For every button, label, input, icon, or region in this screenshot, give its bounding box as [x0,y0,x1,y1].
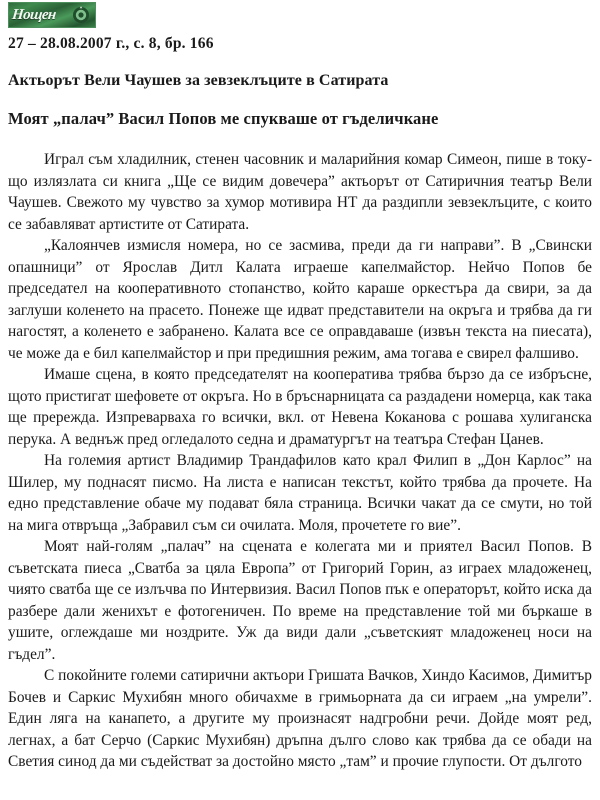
masthead [0,0,600,28]
publication-logo-text: Нощен [11,7,57,23]
publication-logo [8,2,96,28]
circular-sun-emblem-icon [72,6,90,24]
article-paragraph: На големия артист Владимир Трандафилов като крал Филип в „Дон Карлос” на Шилер, му поднасят писмо. На листа е написан текстът, който трябва да прочете. На едно представление обаче му подават бяла страница. Всички чакат да се смути, но той на мига отвръща „Забравил съм си очилата. Моля, прочетете го вие”. [8,452,592,534]
article-paragraph: Моят най-голям „палач” на сцената е колегата ми и приятел Васил Попов. В съветската пиеса „Сватба за цяла Европа” от Григорий Горин, аз играех младоженец, чиято сватба ще се излъчва по Интервизия. Васил Попов пък е операторът, който иска да разбере дали женихът е фотогеничен. По време на представление той ми бъркаше в ушите, оглеждаше ми ноздрите. Уж да види дали „съветският младоженец носи на гъдел”. [8,538,592,663]
article-body [8,149,592,773]
article-paragraph: Имаше сцена, в която председателят на кооператива трябва бързо да се избръсне, щото пристигат шефовете от окръга. Но в бръснарницата са раздадени номерца, как така ще прережда. Изпреварваха го всички, вкл. от Невена Коканова с рошава хулиганска перука. А веднъж пред огледалото седна и драматургът на театъра Стефан Цанев. [8,366,592,448]
issue-date-line: 27 – 28.08.2007 г., с. 8, бр. 166 [8,35,214,52]
article-paragraph: „Калоянчев измисля номера, но се засмива, преди да ги направи”. В „Свински опашници” от Ярослав Дитл Калата играеше капелмайстор. Нейчо Попов бе председател на кооперативното стопанство, който караше оркестъра да свири, за да заглуши коленето на прасето. Понеже ще идват представители на окръга и трябва да ги нагостят, а коленето е забранено. Калата все се оправдаваше (извън текста на пиесата), че може да е бил капелмайстор и при предишния режим, ама тогава е свирел фалшиво. [8,237,592,362]
headline-main: Моят „палач” Васил Попов ме спукваше от гъделичкане [8,109,439,128]
article-paragraph: С покойните големи сатирични актьори Гришата Вачков, Хиндо Касимов, Димитър Бочев и Саркис Мухибян много обичахме в гримьорната да си играем „на умрели”. Един ляга на канапето, а другите му произнасят надгробни речи. Дойде моят ред, легнах, а бат Серчо (Саркис Мухибян) дръпна дълго слово как трябва да се обади на Светия синод да ми съдействат за достойно място „там” и прочие глупости. От дългото [8,667,592,770]
article-paragraph: Играл съм хладилник, стенен часовник и маларийния комар Симеон, пише в току-що излязлата си книга „Ще се видим довечера” актьорът от Сатиричния театър Вели Чаушев. Свежото му чувство за хумор мотивира НТ да раздипли зевзеклъците, с които се забавляват артистите от Сатирата. [8,151,592,233]
headline-kicker: Актьорът Вели Чаушев за зевзеклъците в Сатирата [8,72,389,89]
